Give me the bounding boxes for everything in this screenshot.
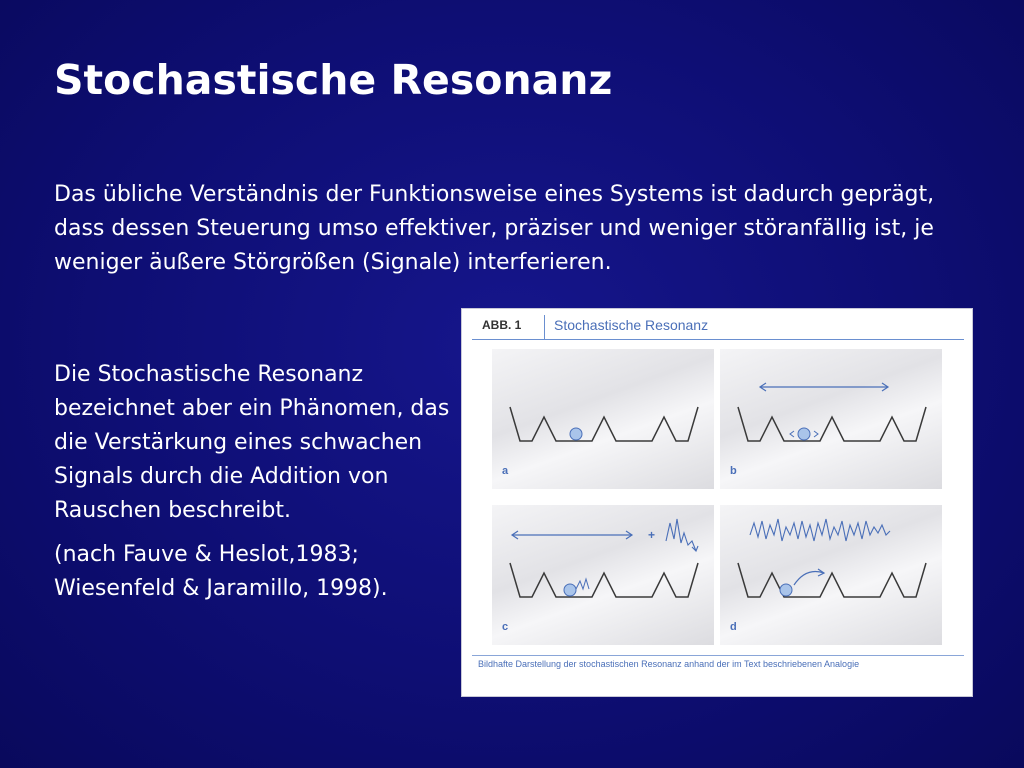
figure-caption-rule bbox=[472, 655, 964, 656]
potential-wells bbox=[510, 407, 698, 441]
left-text-column bbox=[54, 358, 454, 616]
potential-wells bbox=[510, 563, 698, 597]
slide-title: Stochastische Resonanz bbox=[54, 56, 613, 104]
panel-b-label: b bbox=[730, 465, 737, 477]
intro-paragraph: Das übliche Verständnis der Funktionsweise eines Systems ist dadurch geprägt, dass dessen Steuerung umso effektiver, präziser und weniger störanfällig ist, je weniger äußere Störgrößen (Signale) interferieren. bbox=[54, 182, 935, 275]
ball bbox=[780, 584, 792, 596]
combined-signal-noise bbox=[750, 519, 890, 541]
citation-paragraph: (nach Fauve & Heslot,1983; Wiesenfeld & Jaramillo, 1998). bbox=[54, 542, 388, 601]
figure bbox=[461, 308, 973, 697]
panel-d bbox=[720, 505, 942, 645]
panel-a bbox=[492, 349, 714, 489]
panel-b-diagram bbox=[720, 349, 942, 489]
panel-a-label: a bbox=[502, 465, 509, 477]
potential-wells bbox=[738, 563, 926, 597]
definition-paragraph: Die Stochastische Resonanz bezeichnet aber ein Phänomen, das die Verstärkung eines schwachen Signals durch die Addition von Rauschen beschreibt. bbox=[54, 362, 450, 523]
hop-arrow bbox=[794, 572, 824, 586]
ball bbox=[798, 428, 810, 440]
panel-d-diagram bbox=[720, 505, 942, 645]
panel-c bbox=[492, 505, 714, 645]
figure-header-rule bbox=[472, 339, 964, 340]
ball bbox=[570, 428, 582, 440]
figure-title: Stochastische Resonanz bbox=[554, 317, 709, 333]
potential-wells bbox=[738, 407, 926, 441]
figure-header-divider bbox=[544, 315, 545, 339]
oscillation-arrow-left bbox=[790, 431, 794, 437]
jitter-line bbox=[576, 579, 589, 589]
figure-header bbox=[472, 313, 964, 339]
oscillation-arrow-right bbox=[814, 431, 818, 437]
panel-b bbox=[720, 349, 942, 489]
panel-d-label: d bbox=[730, 621, 737, 633]
figure-label: ABB. 1 bbox=[482, 318, 522, 332]
ball bbox=[564, 584, 576, 596]
noise-burst bbox=[666, 519, 696, 551]
panel-c-label: c bbox=[502, 621, 509, 633]
panel-c-diagram bbox=[492, 505, 714, 645]
figure-caption: Bildhafte Darstellung der stochastischen Resonanz anhand der im Text beschriebenen Analogie bbox=[478, 659, 860, 669]
panel-a-diagram bbox=[492, 349, 714, 489]
plus-sign: + bbox=[648, 528, 656, 542]
